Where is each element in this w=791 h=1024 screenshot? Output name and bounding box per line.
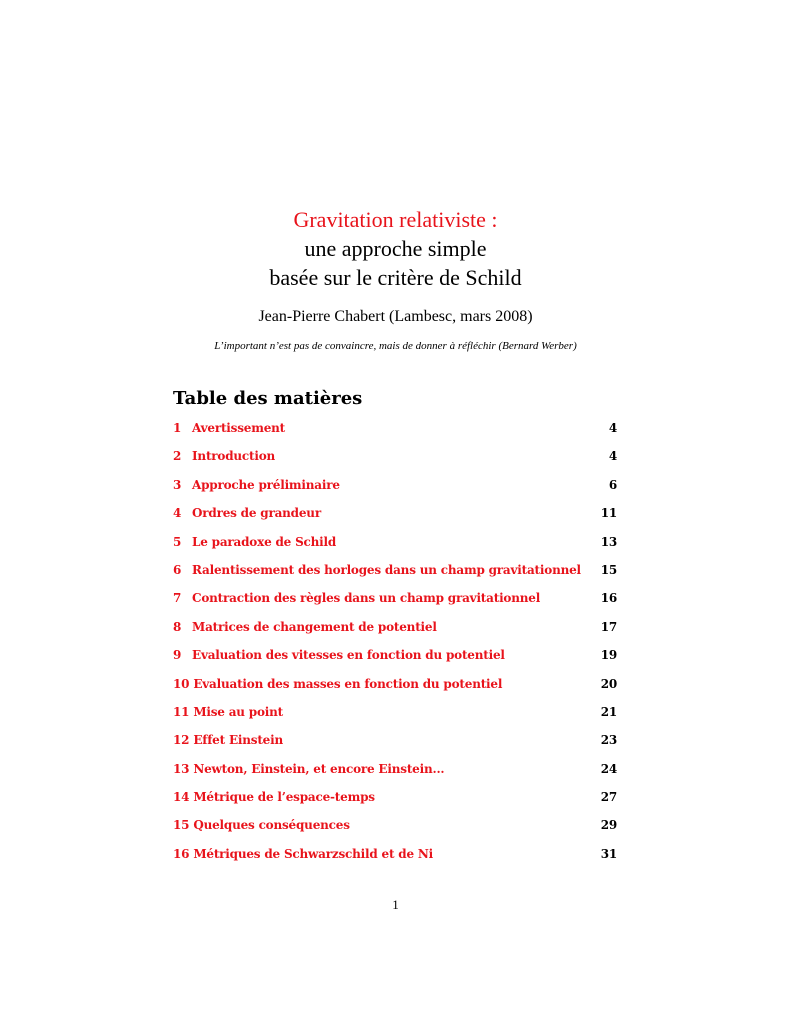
toc-entry-12[interactable]: [173, 733, 617, 761]
toc-entry-number: 11: [173, 704, 190, 719]
toc-entry-page: 17: [600, 619, 617, 634]
toc-entry-title[interactable]: Approche préliminaire: [192, 477, 340, 492]
toc-entry-13[interactable]: [173, 762, 617, 790]
toc-entry-15[interactable]: [173, 818, 617, 846]
toc-entry-4[interactable]: [173, 506, 617, 534]
toc-entry-number: 4: [173, 506, 182, 521]
toc-entry-number: 13: [173, 761, 190, 776]
toc-entry-2[interactable]: [173, 449, 617, 477]
toc-entry-page: 13: [600, 534, 617, 549]
toc-entry-number: 7: [173, 591, 182, 606]
toc-entry-page: 6: [608, 477, 617, 492]
toc-entry-number: 12: [173, 733, 190, 748]
toc-entry-number: 5: [173, 534, 182, 549]
toc-entry-title[interactable]: Introduction: [192, 449, 276, 464]
toc-entry-9[interactable]: [173, 648, 617, 676]
toc-entry-number: 1: [173, 421, 182, 435]
toc-entry-5[interactable]: [173, 535, 617, 563]
toc-entry-page: 29: [600, 818, 617, 833]
toc-entry-title[interactable]: Evaluation des masses en fonction du potentiel: [193, 676, 503, 691]
toc-entry-title[interactable]: Métriques de Schwarzschild et de Ni: [193, 846, 434, 861]
toc-entry-number: 15: [173, 818, 190, 833]
toc-entry-page: 11: [600, 506, 617, 521]
toc-entry-number: 8: [173, 619, 182, 634]
toc-entry-page: 27: [600, 790, 617, 805]
toc-entry-7[interactable]: [173, 591, 617, 619]
toc-entry-number: 9: [173, 648, 182, 663]
toc-entry-number: 16: [173, 846, 190, 861]
toc-entry-title[interactable]: Matrices de changement de potentiel: [192, 619, 437, 634]
document-title: [0, 205, 791, 292]
toc-entry-1[interactable]: [173, 421, 617, 449]
toc-entry-page: 4: [608, 421, 617, 435]
toc-entry-title[interactable]: Contraction des règles dans un champ gravitationnel: [192, 591, 541, 606]
toc-entry-number: 10: [173, 676, 190, 691]
author-line: Jean-Pierre Chabert (Lambesc, mars 2008): [258, 308, 533, 325]
toc-entry-page: 15: [600, 562, 617, 577]
toc-entry-number: 6: [173, 562, 182, 577]
toc-entry-page: 23: [600, 733, 617, 748]
title-line-3: basée sur le critère de Schild: [269, 265, 522, 290]
title-line-1: Gravitation relativiste :: [293, 207, 498, 232]
toc-entry-title[interactable]: Effet Einstein: [193, 733, 283, 748]
toc-entry-page: 31: [600, 846, 617, 861]
toc-entry-page: 16: [600, 591, 617, 606]
toc-entry-16[interactable]: [173, 847, 617, 875]
toc-entry-11[interactable]: [173, 705, 617, 733]
toc-entry-8[interactable]: [173, 620, 617, 648]
toc-entry-title[interactable]: Mise au point: [193, 704, 284, 719]
toc-entry-title[interactable]: Evaluation des vitesses en fonction du potentiel: [192, 648, 505, 663]
toc-entry-title[interactable]: Le paradoxe de Schild: [192, 534, 337, 549]
toc-entry-page: 20: [600, 676, 617, 691]
page-number: 1: [392, 897, 399, 912]
toc-entry-page: 21: [600, 704, 617, 719]
toc-entry-number: 14: [173, 790, 190, 805]
toc-entry-number: 2: [173, 449, 182, 464]
toc-entry-page: 19: [600, 648, 617, 663]
toc-entry-title[interactable]: Ordres de grandeur: [192, 506, 321, 521]
toc-entry-title[interactable]: Métrique de l’espace-temps: [193, 790, 375, 805]
toc-entry-title[interactable]: Quelques conséquences: [193, 818, 350, 833]
toc-entry-title[interactable]: Ralentissement des horloges dans un champ gravitationnel: [192, 562, 581, 577]
toc-entry-title[interactable]: Avertissement: [192, 421, 286, 435]
toc-heading: Table des matières: [173, 388, 363, 409]
toc-entry-10[interactable]: [173, 677, 617, 705]
toc-entry-title[interactable]: Newton, Einstein, et encore Einstein...: [193, 761, 445, 776]
toc-entry-14[interactable]: [173, 790, 617, 818]
toc-entry-page: 4: [608, 449, 617, 464]
toc-entry-6[interactable]: [173, 563, 617, 591]
title-line-2: une approche simple: [304, 236, 487, 261]
toc-entry-3[interactable]: [173, 478, 617, 506]
toc-entry-number: 3: [173, 477, 182, 492]
toc-entry-page: 24: [600, 761, 617, 776]
epigraph-quote: L’important n’est pas de convaincre, mais de donner à réfléchir (Bernard Werber): [214, 340, 577, 352]
table-of-contents: [173, 421, 617, 875]
